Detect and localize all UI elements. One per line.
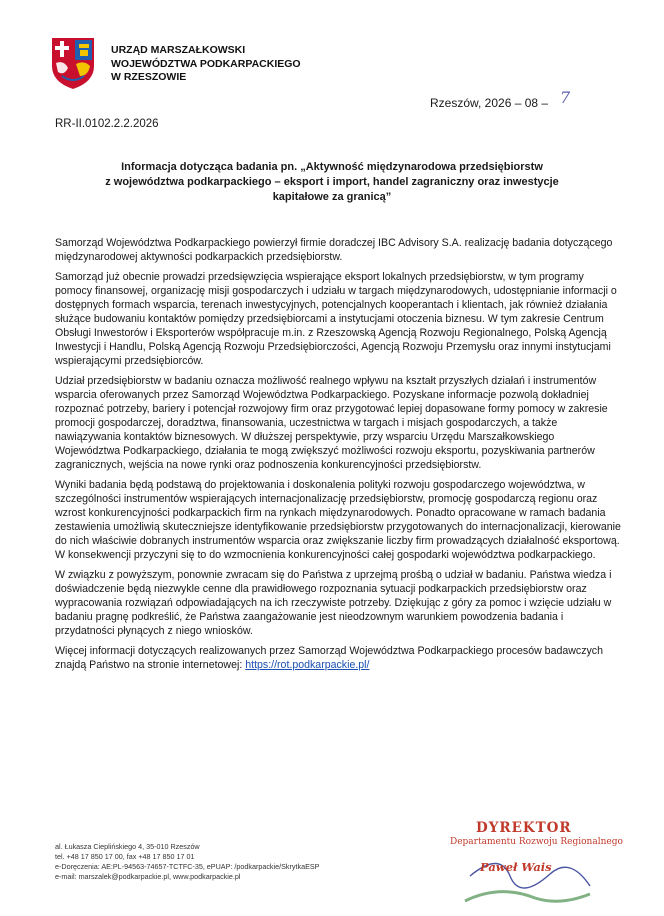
stamp-name: Paweł Wais — [480, 860, 552, 874]
footer-contact — [55, 842, 319, 882]
office-line: WOJEWÓDZTWA PODKARPACKIEGO — [111, 57, 301, 70]
stamp-title: DYREKTOR — [476, 820, 572, 836]
paragraph-text: Więcej informacji dotyczących realizowanych przez Samorząd Województwa Podkarpackiego procesów badawczych znajdą Państwo na stronie internetowej: — [55, 645, 603, 671]
paragraph: Samorząd Województwa Podkarpackiego powierzył firmie doradczej IBC Advisory S.A. realizację badania dotyczącego międzynarodowej aktywności podkarpackich przedsiębiorstw. — [55, 237, 613, 263]
date-day-handwritten: 7 — [560, 88, 571, 107]
title-line: kapitałowe za granicą” — [272, 191, 392, 203]
office-line: W RZESZOWIE — [111, 71, 187, 83]
paragraph: W związku z powyższym, ponownie zwracam się do Państwa z uprzejmą prośbą o udział w badaniu. Państwa wiedza i doświadczenie będą niezwykle cenne dla prawidłowego rozpoznania sytuacji podkarpackich przedsiębiorstw oraz wypracowania rozwiązań odpowiadających na ich rzeczywiste potrzeby. Dziękując z góry za pomoc i wzięcie udziału w badaniu pragnę podkreślić, że Państwa zaangażowanie jest nieodzownym warunkiem powodzenia badania i przydatności płynących z niego wniosków. — [55, 569, 612, 637]
footer-line: tel. +48 17 850 17 00, fax +48 17 850 17 01 — [55, 852, 195, 861]
website-link[interactable]: https://rot.podkarpackie.pl/ — [245, 659, 370, 671]
date-text: Rzeszów, 2026 – 08 – — [430, 96, 549, 110]
reference-number: RR-II.0102.2.2.2026 — [55, 118, 159, 130]
paragraph: Wyniki badania będą podstawą do projektowania i doskonalenia polityki rozwoju gospodarczego województwa, w szczególności instrumentów wspierających internacjonalizację przedsiębiorstw, promocję gospodarczą regionu oraz wzrost konkurencyjności podkarpackich firm na rynkach międzynarodowych. Ponadto opracowane w ramach badania zestawienia umożliwią skuteczniejsze identyfikowanie przedsiębiorstw przygotowanych do internacjonalizacji, kierowanie do nich właściwie dobranych instrumentów wsparcia oraz zwiększanie liczby firm prowadzących działalność eksportową. W konsekwencji przyczyni się to do wzmocnienia konkurencyjności całej gospodarki województwa podkarpackiego. — [55, 479, 621, 561]
document-title — [60, 160, 604, 205]
signature-scribble — [440, 846, 640, 906]
footer-line: al. Łukasza Cieplińskiego 4, 35-010 Rzeszów — [55, 842, 200, 851]
document-date — [430, 88, 571, 110]
title-line: Informacja dotycząca badania pn. „Aktywność międzynarodowa przedsiębiorstw — [121, 161, 543, 173]
footer-line: e-mail: marszalek@podkarpackie.pl, www.podkarpackie.pl — [55, 872, 241, 881]
paragraph: Samorząd już obecnie prowadzi przedsięwzięcia wspierające eksport lokalnych przedsiębiorstw, w tym programy pomocy finansowej, organizację misji gospodarczych i udziału w targach międzynarodowych, udostępnianie informacji o dostępnych formach wsparcia, terenach inwestycyjnych, potencjalnych kooperantach i klientach, jak również działania służące budowaniu kontaktów pomiędzy przedsiębiorcami a instytucjami otoczenia biznesu. W tym zakresie Centrum Obsługi Inwestorów i Eksporterów współpracuje m.in. z Rzeszowską Agencją Rozwoju Regionalnego, Polską Agencją Inwestycji i Handlu, Polską Agencją Rozwoju Przedsiębiorczości, Agencją Rozwoju Przemysłu oraz innymi instytucjami wspierającymi przedsiębiorców. — [55, 271, 617, 367]
office-line: URZĄD MARSZAŁKOWSKI — [111, 44, 246, 56]
signature-stamp — [440, 818, 640, 906]
coat-of-arms-logo — [50, 36, 96, 90]
paragraph: Udział przedsiębiorstw w badaniu oznacza możliwość realnego wpływu na kształt przyszłych działań i instrumentów wsparcia oferowanych przez Samorząd Województwa Podkarpackiego. Pozyskane informacje pozwolą dokładniej rozpoznać potrzeby, bariery i potencjał rozwojowy firm oraz przygotować lepiej dopasowane formy pomocy w zakresie promocji gospodarczej, doradztwa, finansowania, uczestnictwa w targach i misjach gospodarczych, a także nawiązywania kontaktów biznesowych. W dłuższej perspektywie, przy wsparciu Urzędu Marszałkowskiego Województwa Podkarpackiego, działania te mogą zwiększyć możliwości rozwoju eksportu, pozyskiwania partnerów zagranicznych, wejścia na nowe rynki oraz podnoszenia konkurencyjności przedsiębiorstw. — [55, 375, 608, 471]
office-name — [111, 44, 301, 85]
document-body — [55, 236, 621, 678]
stamp-department: Departamentu Rozwoju Regionalnego — [450, 837, 623, 847]
footer-line: e-Doręczenia: AE:PL-94563-74657-TCTFC-35, ePUAP: /podkarpackie/SkrytkaESP — [55, 862, 320, 871]
paragraph — [55, 644, 621, 672]
title-line: z województwa podkarpackiego – eksport i import, handel zagraniczny oraz inwestycje — [105, 176, 559, 188]
